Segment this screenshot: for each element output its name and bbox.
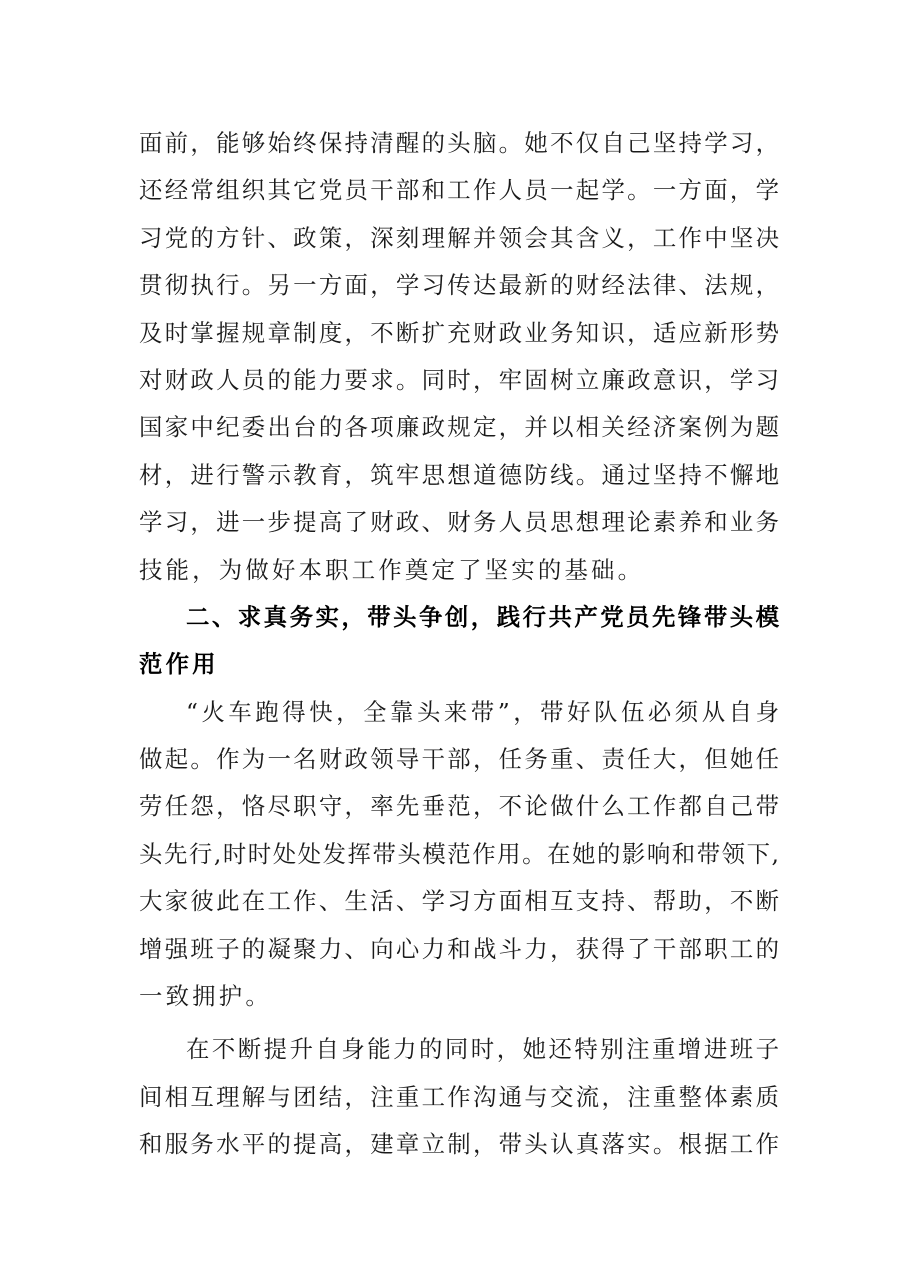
- paragraph-2-line-4: 头先行,时时处处发挥带头模范作用。在她的影响和带领下,: [139, 839, 779, 868]
- paragraph-3-line-3: 和服务水平的提高，建章立制，带头认真落实。根据工作: [139, 1130, 779, 1159]
- paragraph-1-line-7: 国家中纪委出台的各项廉政规定，并以相关经济案例为题: [139, 413, 779, 442]
- paragraph-2-line-3: 劳任怨，恪尽职守，率先垂范，不论做什么工作都自己带: [139, 792, 779, 821]
- paragraph-1-line-9: 学习，进一步提高了财政、财务人员思想理论素养和业务: [139, 508, 779, 537]
- paragraph-2-line-6: 增强班子的凝聚力、向心力和战斗力，获得了干部职工的: [139, 934, 779, 963]
- paragraph-1-line-5: 及时掌握规章制度，不断扩充财政业务知识，适应新形势: [139, 318, 779, 347]
- paragraph-1-line-10: 技能，为做好本职工作奠定了坚实的基础。: [139, 555, 645, 584]
- paragraph-2-line-2: 做起。作为一名财政领导干部，任务重、责任大，但她任: [139, 745, 779, 774]
- paragraph-1-line-8: 材，进行警示教育，筑牢思想道德防线。通过坚持不懈地: [139, 460, 779, 489]
- paragraph-2-line-5: 大家彼此在工作、生活、学习方面相互支持、帮助，不断: [139, 887, 779, 916]
- section-heading-line-2: 范作用: [139, 650, 219, 679]
- paragraph-3-line-1: 在不断提升自身能力的同时，她还特别注重增进班子: [186, 1035, 779, 1064]
- paragraph-2-line-7: 一致拥护。: [139, 982, 272, 1011]
- paragraph-1-line-2: 还经常组织其它党员干部和工作人员一起学。一方面，学: [139, 176, 779, 205]
- section-heading-line-1: 二、求真务实，带头争创，践行共产党员先锋带头模: [186, 602, 779, 631]
- paragraph-2-line-1: “火车跑得快，全靠头来带”，带好队伍必须从自身: [186, 697, 779, 726]
- paragraph-1-line-1: 面前，能够始终保持清醒的头脑。她不仅自己坚持学习，: [139, 129, 779, 157]
- document-body: [139, 120, 779, 1169]
- paragraph-1-line-6: 对财政人员的能力要求。同时，牢固树立廉政意识，学习: [139, 365, 779, 394]
- paragraph-3-line-2: 间相互理解与团结，注重工作沟通与交流，注重整体素质: [139, 1082, 779, 1111]
- paragraph-1-line-3: 习党的方针、政策，深刻理解并领会其含义，工作中坚决: [139, 223, 779, 252]
- paragraph-1-line-4: 贯彻执行。另一方面，学习传达最新的财经法律、法规，: [139, 271, 779, 300]
